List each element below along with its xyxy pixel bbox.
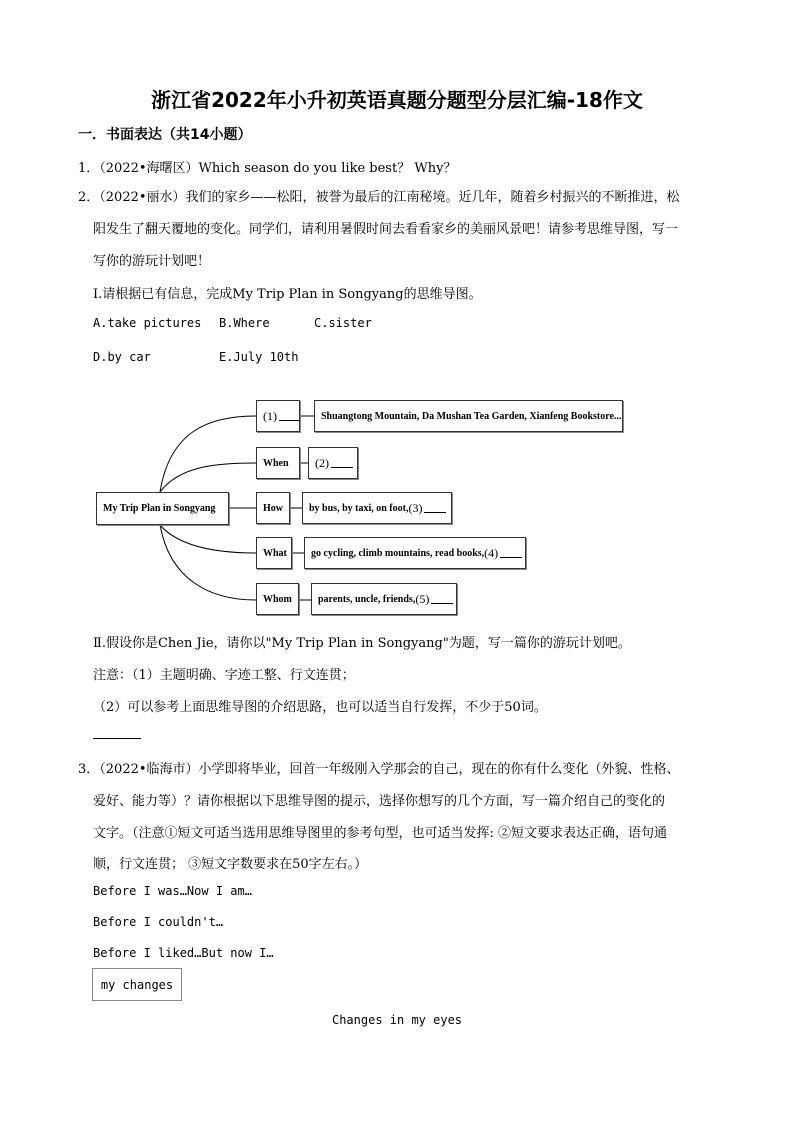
mind-map-branch-4 <box>256 537 292 569</box>
question-3-line-2: 爱好、能力等）？请你根据以下思维导图的提示，选择你想写的几个方面，写一篇介绍自己的变化的 <box>93 794 666 809</box>
option-a: A.take pictures <box>93 316 202 330</box>
sentence-pattern-1: Before I was…Now I am… <box>93 884 252 898</box>
mind-map-branch-2-detail <box>308 447 358 479</box>
question-2-note-1: 注意：（1）主题明确、字迹工整、行文连贯； <box>93 668 355 683</box>
sentence-pattern-3: Before I liked…But now I… <box>93 946 274 960</box>
sentence-pattern-2: Before I couldn't… <box>93 915 224 929</box>
question-2-note-2: （2）可以参考上面思维导图的介绍思路，也可以适当自行发挥，不少于50词。 <box>93 700 547 715</box>
question-1: 1．（2022•海曙区）Which season do you like best？ Why？ <box>78 161 457 176</box>
option-b: B.Where <box>219 316 270 330</box>
answer-blank-line <box>93 738 141 739</box>
branch-3-detail: by bus, by taxi, on foot, <box>309 502 409 514</box>
branch-3-num: (3) <box>408 500 423 515</box>
mind-map-branch-3-detail <box>302 492 452 524</box>
blank-line <box>431 594 453 604</box>
question-2-line-2: 阳发生了翻天覆地的变化。同学们，请利用暑假时间去看看家乡的美丽风景吧！请参考思维导图，写一 <box>93 222 679 237</box>
blank-line <box>331 458 353 468</box>
blank-line <box>424 503 446 513</box>
branch-2-label: When <box>263 457 289 469</box>
branch-4-label: What <box>263 547 287 559</box>
mind-map-branch-3 <box>256 492 290 524</box>
mind-map-branch-1 <box>256 400 300 432</box>
branch-3-label: How <box>263 502 283 514</box>
mind-map-branch-1-detail <box>314 400 623 432</box>
branch-2-detail: (2) <box>315 455 329 470</box>
question-2-part-2: Ⅱ.假设你是Chen Jie，请你以"My Trip Plan in Songyang"为题，写一篇你的游玩计划吧。 <box>93 636 631 651</box>
my-changes-box <box>92 968 182 1001</box>
blank-line <box>279 411 299 421</box>
question-3-line-1: 3．（2022•临海市）小学即将毕业，回首一年级刚入学那会的自己，现在的你有什么变化（外貌、性格、 <box>78 762 680 777</box>
mind-map-center-label: My Trip Plan in Songyang <box>103 503 216 514</box>
mind-map-center <box>96 492 229 525</box>
my-changes-label: my changes <box>100 977 174 992</box>
mind-map-caption: Changes in my eyes <box>331 1013 463 1027</box>
question-2-line-1: 2．（2022•丽水）我们的家乡——松阳，被誉为最后的江南秘境。近几年，随着乡村振兴的不断推进，松 <box>78 190 680 205</box>
branch-5-label: Whom <box>263 593 292 605</box>
mind-map-branch-5-detail <box>311 583 457 615</box>
mind-map-branch-5 <box>256 583 299 615</box>
option-e: E.July 10th <box>219 350 299 364</box>
branch-1-label: (1) <box>263 408 277 423</box>
section-heading: 一．书面表达（共14小题） <box>78 127 252 143</box>
option-d: D.by car <box>93 350 151 364</box>
branch-4-detail: go cycling, climb mountains, read books, <box>311 547 485 559</box>
branch-5-detail: parents, uncle, friends, <box>318 593 416 605</box>
blank-line <box>500 548 522 558</box>
question-3-line-3: 文字。（注意①短文可适当选用思维导图里的参考句型，也可适当发挥: ②短文要求表达正确，语句通 <box>93 826 668 841</box>
branch-4-num: (4) <box>484 545 499 560</box>
branch-5-num: (5) <box>415 591 430 606</box>
page-title: 浙江省2022年小升初英语真题分题型分层汇编-18作文 <box>151 88 643 112</box>
branch-1-detail: Shuangtong Mountain, Da Mushan Tea Garden, Xianfeng Bookstore... <box>321 410 622 422</box>
mind-map-branch-4-detail <box>304 537 526 569</box>
mind-map-branch-2 <box>256 447 300 479</box>
question-2-part-1: Ⅰ.请根据已有信息，完成My Trip Plan in Songyang的思维导图。 <box>93 287 482 302</box>
question-3-line-4: 顺，行文连贯； ③短文字数要求在50字左右。） <box>93 857 368 872</box>
option-c: C.sister <box>314 316 372 330</box>
question-2-line-3: 写你的游玩计划吧！ <box>93 254 211 269</box>
